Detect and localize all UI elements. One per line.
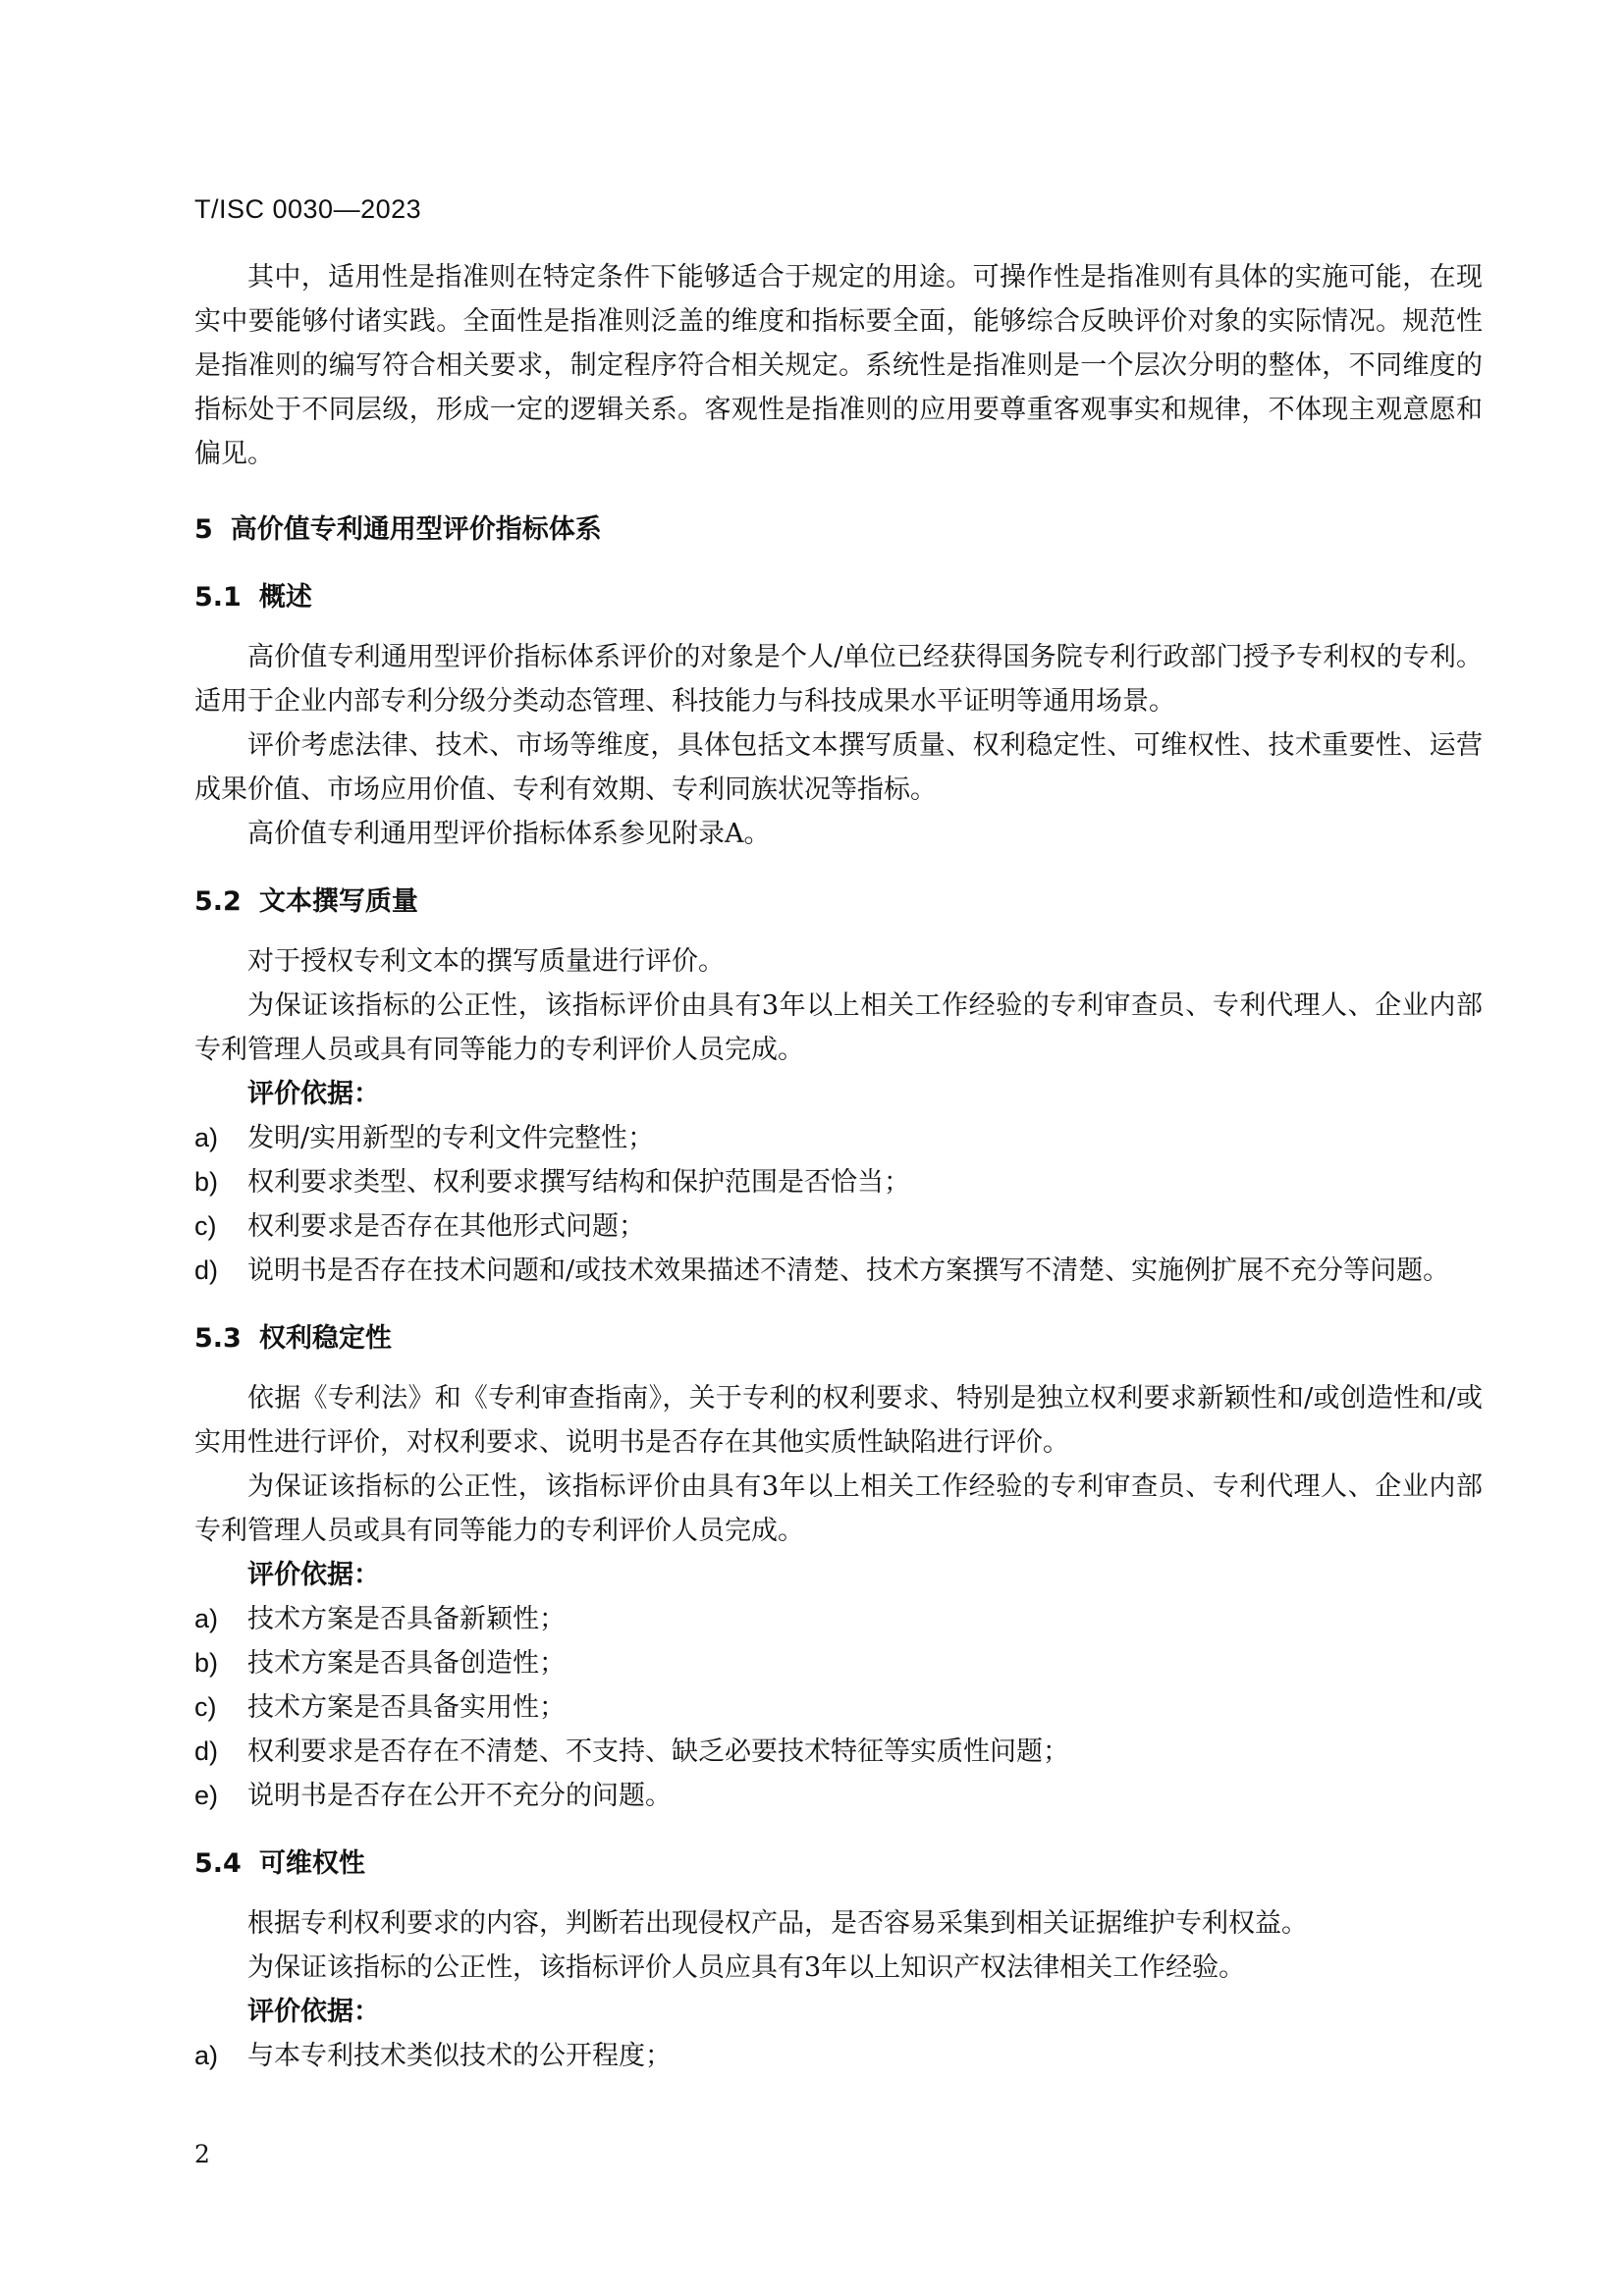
list-item: [194, 1204, 1483, 1249]
document-code: T/ISC 0030—2023: [194, 194, 422, 224]
section-number: 5.2: [194, 886, 242, 917]
list-item: [194, 2034, 1483, 2078]
intro-paragraph: 其中，适用性是指准则在特定条件下能够适合于规定的用途。可操作性是指准则有具体的实施可能，在现实中要能够付诸实践。全面性是指准则泛盖的维度和指标要全面，能够综合反映评价对象的实际情况。规范性是指准则的编写符合相关要求，制定程序符合相关规定。系统性是指准则是一个层次分明的整体，不同维度的指标处于不同层级，形成一定的逻辑关系。客观性是指准则的应用要尊重客观事实和规律，不体现主观意愿和偏见。: [194, 262, 1483, 469]
paragraph: 高价值专利通用型评价指标体系参见附录A。: [247, 819, 771, 849]
evaluation-basis-label: 评价依据：: [247, 1560, 380, 1590]
list-item-text: 权利要求类型、权利要求撰写结构和保护范围是否恰当；: [247, 1167, 910, 1198]
paragraph: 对于授权专利文本的撰写质量进行评价。: [247, 946, 725, 977]
section-title: 可维权性: [258, 1848, 365, 1879]
list-item-text: 技术方案是否具备创造性；: [247, 1648, 566, 1679]
section-5-2-heading: [194, 880, 1483, 924]
paragraph: 依据《专利法》和《专利审查指南》，关于专利的权利要求、特别是独立权利要求新颖性和/或创造性和/或实用性进行评价，对权利要求、说明书是否存在其他实质性缺陷进行评价。: [194, 1383, 1483, 1458]
section-number: 5.1: [194, 582, 242, 613]
list-item: [194, 1774, 1483, 1818]
paragraph: 为保证该指标的公正性，该指标评价由具有3年以上相关工作经验的专利审查员、专利代理人、企业内部专利管理人员或具有同等能力的专利评价人员完成。: [194, 990, 1483, 1065]
list-marker: c): [194, 1211, 217, 1241]
list-item-text: 权利要求是否存在其他形式问题；: [247, 1211, 645, 1242]
page-number: 2: [194, 2140, 210, 2168]
list-marker: c): [194, 1692, 217, 1722]
section-5-3-heading: [194, 1316, 1483, 1361]
document-body: [194, 255, 1483, 2078]
list-item-text: 发明/实用新型的专利文件完整性；: [247, 1123, 655, 1153]
list-item: [194, 1160, 1483, 1204]
section-title: 概述: [258, 582, 312, 613]
list-marker: b): [194, 1167, 219, 1197]
evaluation-basis-list: [194, 1597, 1483, 1818]
list-marker: a): [194, 1123, 219, 1152]
list-item-text: 说明书是否存在公开不充分的问题。: [247, 1781, 672, 1811]
list-item: [194, 1116, 1483, 1160]
list-item-text: 权利要求是否存在不清楚、不支持、缺乏必要技术特征等实质性问题；: [247, 1736, 1069, 1767]
list-item-text: 说明书是否存在技术问题和/或技术效果描述不清楚、技术方案撰写不清楚、实施例扩展不充分等问题。: [247, 1255, 1450, 1286]
paragraph: 为保证该指标的公正性，该指标评价人员应具有3年以上知识产权法律相关工作经验。: [247, 1952, 1246, 1983]
section-title: 文本撰写质量: [258, 886, 418, 917]
paragraph: 高价值专利通用型评价指标体系评价的对象是个人/单位已经获得国务院专利行政部门授予专利权的专利。适用于企业内部专利分级分类动态管理、科技能力与科技成果水平证明等通用场景。: [194, 642, 1483, 717]
list-item: [194, 1597, 1483, 1641]
list-item: [194, 1730, 1483, 1774]
list-item-text: 技术方案是否具备实用性；: [247, 1692, 566, 1723]
section-title: 权利稳定性: [258, 1323, 392, 1354]
list-marker: d): [194, 1736, 219, 1766]
section-title: 高价值专利通用型评价指标体系: [230, 514, 602, 545]
paragraph: 根据专利权利要求的内容，判断若出现侵权产品，是否容易采集到相关证据维护专利权益。: [247, 1908, 1308, 1939]
section-5-4-heading: [194, 1842, 1483, 1886]
list-marker: e): [194, 1781, 219, 1810]
list-marker: b): [194, 1648, 219, 1678]
section-5-1-heading: [194, 575, 1483, 619]
evaluation-basis-label: 评价依据：: [247, 1079, 380, 1109]
list-item: [194, 1641, 1483, 1685]
evaluation-basis-label: 评价依据：: [247, 1997, 380, 2027]
list-item: [194, 1249, 1483, 1293]
section-number: 5.4: [194, 1848, 242, 1879]
list-marker: a): [194, 2041, 219, 2070]
section-number: 5: [194, 514, 213, 545]
list-marker: a): [194, 1604, 219, 1633]
paragraph: 为保证该指标的公正性，该指标评价由具有3年以上相关工作经验的专利审查员、专利代理人、企业内部专利管理人员或具有同等能力的专利评价人员完成。: [194, 1471, 1483, 1546]
list-marker: d): [194, 1255, 219, 1285]
list-item-text: 技术方案是否具备新颖性；: [247, 1604, 566, 1634]
list-item: [194, 1685, 1483, 1730]
list-item-text: 与本专利技术类似技术的公开程度；: [247, 2041, 672, 2071]
section-number: 5.3: [194, 1323, 242, 1354]
evaluation-basis-list: [194, 1116, 1483, 1293]
evaluation-basis-list: [194, 2034, 1483, 2078]
section-5-heading: [194, 507, 1483, 552]
paragraph: 评价考虑法律、技术、市场等维度，具体包括文本撰写质量、权利稳定性、可维权性、技术重要性、运营成果价值、市场应用价值、专利有效期、专利同族状况等指标。: [194, 730, 1483, 805]
